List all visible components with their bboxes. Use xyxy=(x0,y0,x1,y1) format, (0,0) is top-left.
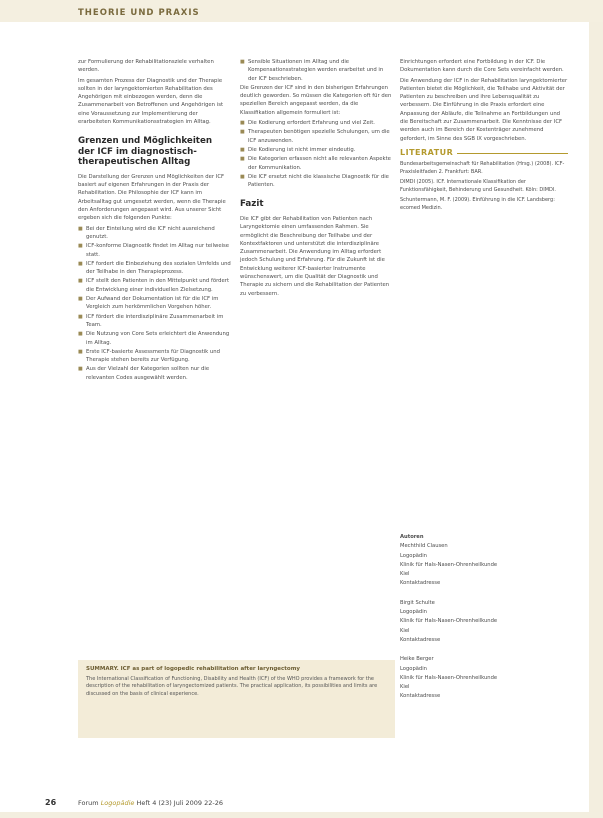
list-item: ■ Die Nutzung von Core Sets erleichtert die Anwendung im Alltag. xyxy=(86,330,231,347)
author-line: Kiel xyxy=(400,571,410,578)
summary-title: SUMMARY. ICF as part of logopedic rehabilitation after laryngectomy xyxy=(86,666,301,672)
list-item: ■ Der Aufwand der Dokumentation ist für die ICF im Vergleich zum herkömmlichen Vorgehen höher. xyxy=(86,295,231,312)
author-block xyxy=(400,533,560,702)
bullet-list xyxy=(240,119,392,189)
list-item: ■ Die ICF ersetzt nicht die klassische Diagnostik für die Patienten. xyxy=(248,173,392,190)
journal-prefix: Forum xyxy=(78,799,99,807)
reference-list xyxy=(400,161,568,212)
list-item: ■ Die Kodierung ist nicht immer eindeutig. xyxy=(248,146,392,154)
paragraph: Die Grenzen der ICF sind in den bisherigen Erfahrungen deutlich geworden. So müssen die Kategorien oft für den speziellen Bereich angepasst werden, da die Klassifikation allgemein formuliert ist: xyxy=(240,84,392,116)
author-line: Kontaktadresse xyxy=(400,636,441,643)
list-item: ■ ICF-konforme Diagnostik findet im Alltag nur teilweise statt. xyxy=(86,242,231,259)
paragraph: Im gesamten Prozess der Diagnostik und der Therapie sollten in der laryngektomierten Rehabilitation des Angehörigen mit einbezogen werden, denn die Zusammenarbeit von Betroffenen und Angehörigen ist eine Voraussetzung zur Implementierung der erarbeiteten Kommunikationsstrategien im Alltag. xyxy=(78,77,224,126)
bullet-list xyxy=(78,225,231,382)
section-heading: Grenzen und Möglichkeiten der ICF im diagnostisch-therapeutischen Alltag xyxy=(78,136,213,168)
author-line: Klinik für Hals-Nasen-Ohrenheilkunde xyxy=(400,618,498,625)
divider xyxy=(457,153,568,154)
column-2 xyxy=(240,58,392,300)
author-line: Kontaktadresse xyxy=(400,580,441,587)
list-item: ■ Therapeuten benötigen spezielle Schulungen, um die ICF anzuwenden. xyxy=(248,128,392,145)
list-item: ■ ICF fördert die interdisziplinäre Zusammenarbeit im Team. xyxy=(86,313,231,330)
author-line: Kiel xyxy=(400,627,410,634)
section-label: THEORIE UND PRAXIS xyxy=(78,8,200,18)
bullet-list xyxy=(240,58,392,83)
author-line: Heike Berger xyxy=(400,656,434,663)
paragraph: Die ICF gibt der Rehabilitation von Patienten nach Laryngektomie einen umfassenden Rahmen. Sie ermöglicht die Beschreibung der Teilhabe und der Kontextfaktoren und unterstützt die interdisziplinäre Zusammenarbeit. Die Anwendung im Alltag erfordert jedoch Schulung und Erfahrung. Für die Zukunft ist die Entwicklung weiterer ICF-basierter Instrumente wünschenswert, um die Qualität der Diagnostik und Therapie zu sichern und die Rehabilitation der Patienten zu verbessern. xyxy=(240,215,390,297)
summary-text: The International Classification of Functioning, Disability and Health (ICF) of the WHO provides a framework for the description of the rehabilitation of laryngectomized patients. The practical application, its possibilities and limits are discussed on the basis of clinical experience. xyxy=(86,675,378,697)
author-label: Autoren xyxy=(400,534,424,540)
reference-item: DIMDI (2005). ICF. Internationale Klassifikation der Funktionsfähigkeit, Behinderung und Gesundheit. Köln: DIMDI. xyxy=(400,179,556,193)
footer-bar xyxy=(0,812,603,818)
column-3 xyxy=(400,58,568,215)
literature-heading xyxy=(400,149,568,157)
author-line: Mechthild Clausen xyxy=(400,543,448,550)
author-line: Kontaktadresse xyxy=(400,693,441,700)
literature-title: LITERATUR xyxy=(400,147,454,157)
list-item: ■ ICF stellt den Patienten in den Mittelpunkt und fördert die Entwicklung einer individuellen Zielsetzung. xyxy=(86,277,231,294)
summary-box xyxy=(78,660,395,738)
author-line: Birgit Schulte xyxy=(400,599,435,606)
list-item: ■ ICF fordert die Einbeziehung des sozialen Umfelds und der Teilhabe in den Therapieprozess. xyxy=(86,260,231,277)
paragraph: Die Anwendung der ICF in der Rehabilitation laryngektomierter Patienten bietet die Möglichkeit, die Teilhabe und Aktivität der Patienten zu beschreiben und ihre Lebensqualität zu verbessern. Die Einführung in die Praxis erfordert eine Anpassung der Abläufe, die Teilnahme an Fortbildungen und die Bereitschaft zur Zusammenarbeit. Die Kenntnisse der ICF werden auch im Bereich der Kostenträger zunehmend gefordert, im Sinne des SGB IX vorgeschrieben. xyxy=(400,77,568,142)
list-item: ■ Aus der Vielzahl der Kategorien sollten nur die relevanten Codes ausgewählt werden. xyxy=(86,365,231,382)
reference-item: Schuntermann, M. F. (2009). Einführung in die ICF. Landsberg: ecomed Medizin. xyxy=(400,197,555,211)
column-1 xyxy=(78,58,231,383)
author-line: Logopädin xyxy=(400,665,427,672)
paragraph: Die Darstellung der Grenzen und Möglichkeiten der ICF basiert auf eigenen Erfahrungen in der Praxis der Rehabilitation. Die Philosophie der ICF kann im Arbeitsalltag gut umgesetzt werden, wenn die Therapie den Anforderungen angepasst wird. Aus unserer Sicht ergeben sich die folgenden Punkte: xyxy=(78,173,226,222)
section-heading: Fazit xyxy=(240,199,264,210)
paragraph: zur Formulierung der Rehabilitationsziele verhalten werden. xyxy=(78,59,214,74)
list-item: ■ Bei der Einteilung wird die ICF nicht ausreichend genutzt. xyxy=(86,225,231,242)
list-item: ■ Die Kategorien erfassen nicht alle relevanten Aspekte der Kommunikation. xyxy=(248,155,392,172)
issue-info: Heft 4 (23) Juli 2009 22-26 xyxy=(136,799,224,807)
author-line: Kiel xyxy=(400,684,410,691)
paragraph: Einrichtungen erfordert eine Fortbildung in der ICF. Die Dokumentation kann durch die Core Sets vereinfacht werden. xyxy=(400,59,564,74)
list-item: ■ Erste ICF-basierte Assessments für Diagnostik und Therapie stehen bereits zur Verfügung. xyxy=(86,348,231,365)
author-line: Logopädin xyxy=(400,609,427,616)
author-line: Klinik für Hals-Nasen-Ohrenheilkunde xyxy=(400,674,498,681)
journal-name: Logopädie xyxy=(100,799,135,807)
list-item: ■ Sensible Situationen im Alltag und die Kompensationsstrategien werden erarbeitet und in der ICF beschrieben. xyxy=(248,58,392,83)
author-line: Klinik für Hals-Nasen-Ohrenheilkunde xyxy=(400,561,498,568)
page-number: 26 xyxy=(45,798,57,807)
journal-footer xyxy=(78,799,223,807)
reference-item: Bundesarbeitsgemeinschaft für Rehabilitation (Hrsg.) (2008). ICF-Praxisleitfaden 2. Frankfurt: BAR. xyxy=(400,161,565,175)
side-strip xyxy=(589,22,603,818)
author-line: Logopädin xyxy=(400,552,427,559)
list-item: ■ Die Kodierung erfordert Erfahrung und viel Zeit. xyxy=(248,119,392,127)
